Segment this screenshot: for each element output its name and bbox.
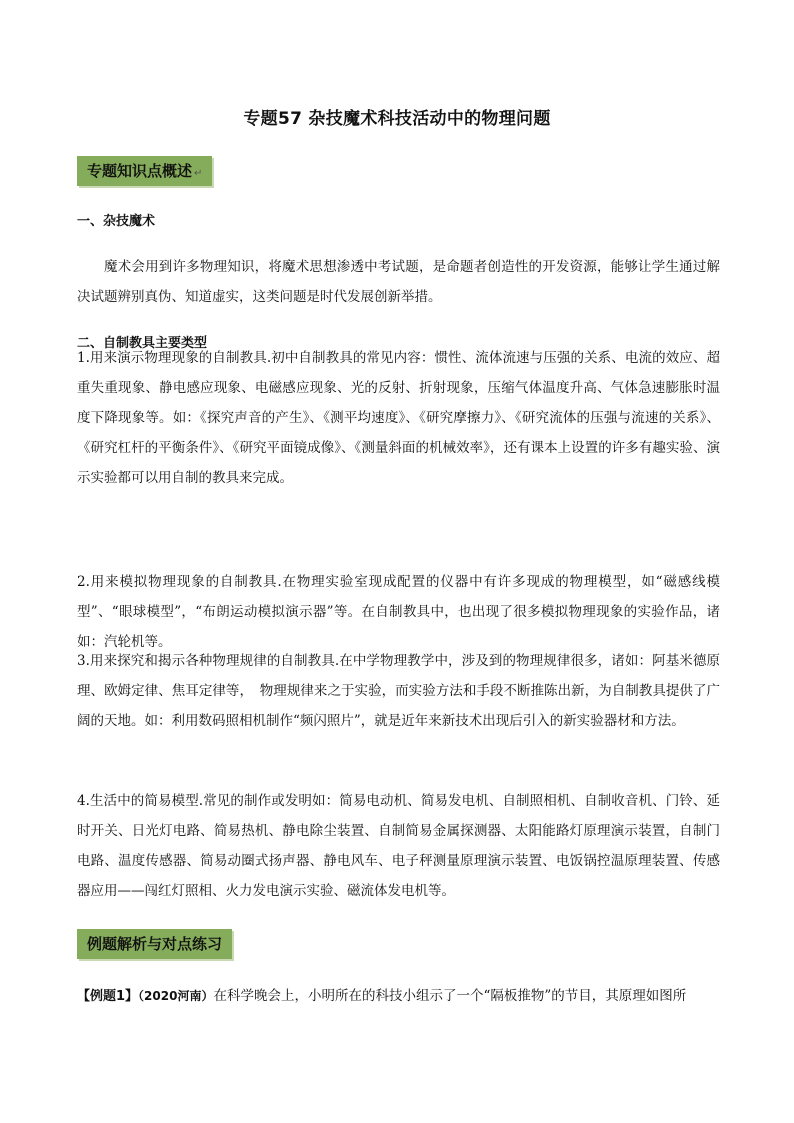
example-1 [77,981,737,1012]
example-text: 在科学晚会上，小明所在的科技小组示了一个“隔板推物”的节目，其原理如图所 [213,988,687,1004]
section-banner-label: 专题知识点概述 [87,162,193,180]
paragraph-mark: ↵ [194,168,203,179]
example-tag: 【例题1】 [77,989,139,1004]
section-banner-label: 例题解析与对点练习 [87,935,223,953]
heading-acrobatics-magic: 一、杂技魔术 [77,214,156,229]
section-banner-overview [77,156,212,186]
paragraph-item-3: 3.用来探究和揭示各种物理规律的自制教具.在中学物理教学中，涉及到的物理规律很多，诸如：阿基米德原理、欧姆定律、焦耳定律等， 物理规律来之于实验，而实验方法和手段不断推陈出新，为自制教具提供了广阔的天地。如：利用数码照相机制作“频闪照片”，就是近年来新技术出现后引入的新实验器材和方法。 [77,653,720,729]
paragraph-item-4: 4.生活中的简易模型.常见的制作或发明如：简易电动机、简易发电机、自制照相机、自制收音机、门铃、延时开关、日光灯电路、简易热机、静电除尘装置、自制简易金属探测器、太阳能路灯原理演示装置，自制门电路、温度传感器、简易动圈式扬声器、静电风车、电子秤测量原理演示装置、电饭锅控温原理装置、传感器应用——闯红灯照相、火力发电演示实验、磁流体发电机等。 [77,793,720,899]
paragraph-magic-intro: 魔术会用到许多物理知识，将魔术思想渗透中考试题，是命题者创造性的开发资源，能够让学生通过解决试题辨别真伪、知道虚实，这类问题是时代发展创新举措。 [77,259,720,305]
heading-homemade-teaching-aids: 二、自制教具主要类型 [77,336,208,351]
paragraph-item-1: 1.用来演示物理现象的自制教具.初中自制教具的常见内容：惯性、流体流速与压强的关系、电流的效应、超重失重现象、静电感应现象、电磁感应现象、光的反射、折射现象，压缩气体温度升高、气体急速膨胀时温度下降现象等。如：《探究声音的产生》、《测平均速度》、《研究摩擦力》、《研究流体的压强与流速的关系》、《研究杠杆的平衡条件》、《研究平面镜成像》、《测量斜面的机械效率》，还有课本上设置的许多有趣实验、演示实验都可以用自制的教具来完成。 [77,350,720,486]
paragraph-item-2: 2.用来模拟物理现象的自制教具.在物理实验室现成配置的仪器中有许多现成的物理模型，如“磁感线模型”、“眼球模型”，“布朗运动模拟演示器”等。在自制教具中，也出现了很多模拟物理现象的实验作品，诸如：汽轮机等。 [77,574,720,650]
example-source: （2020河南） [138,989,214,1003]
page-title: 专题57 杂技魔术科技活动中的物理问题 [243,109,551,129]
section-banner-examples [77,929,232,959]
